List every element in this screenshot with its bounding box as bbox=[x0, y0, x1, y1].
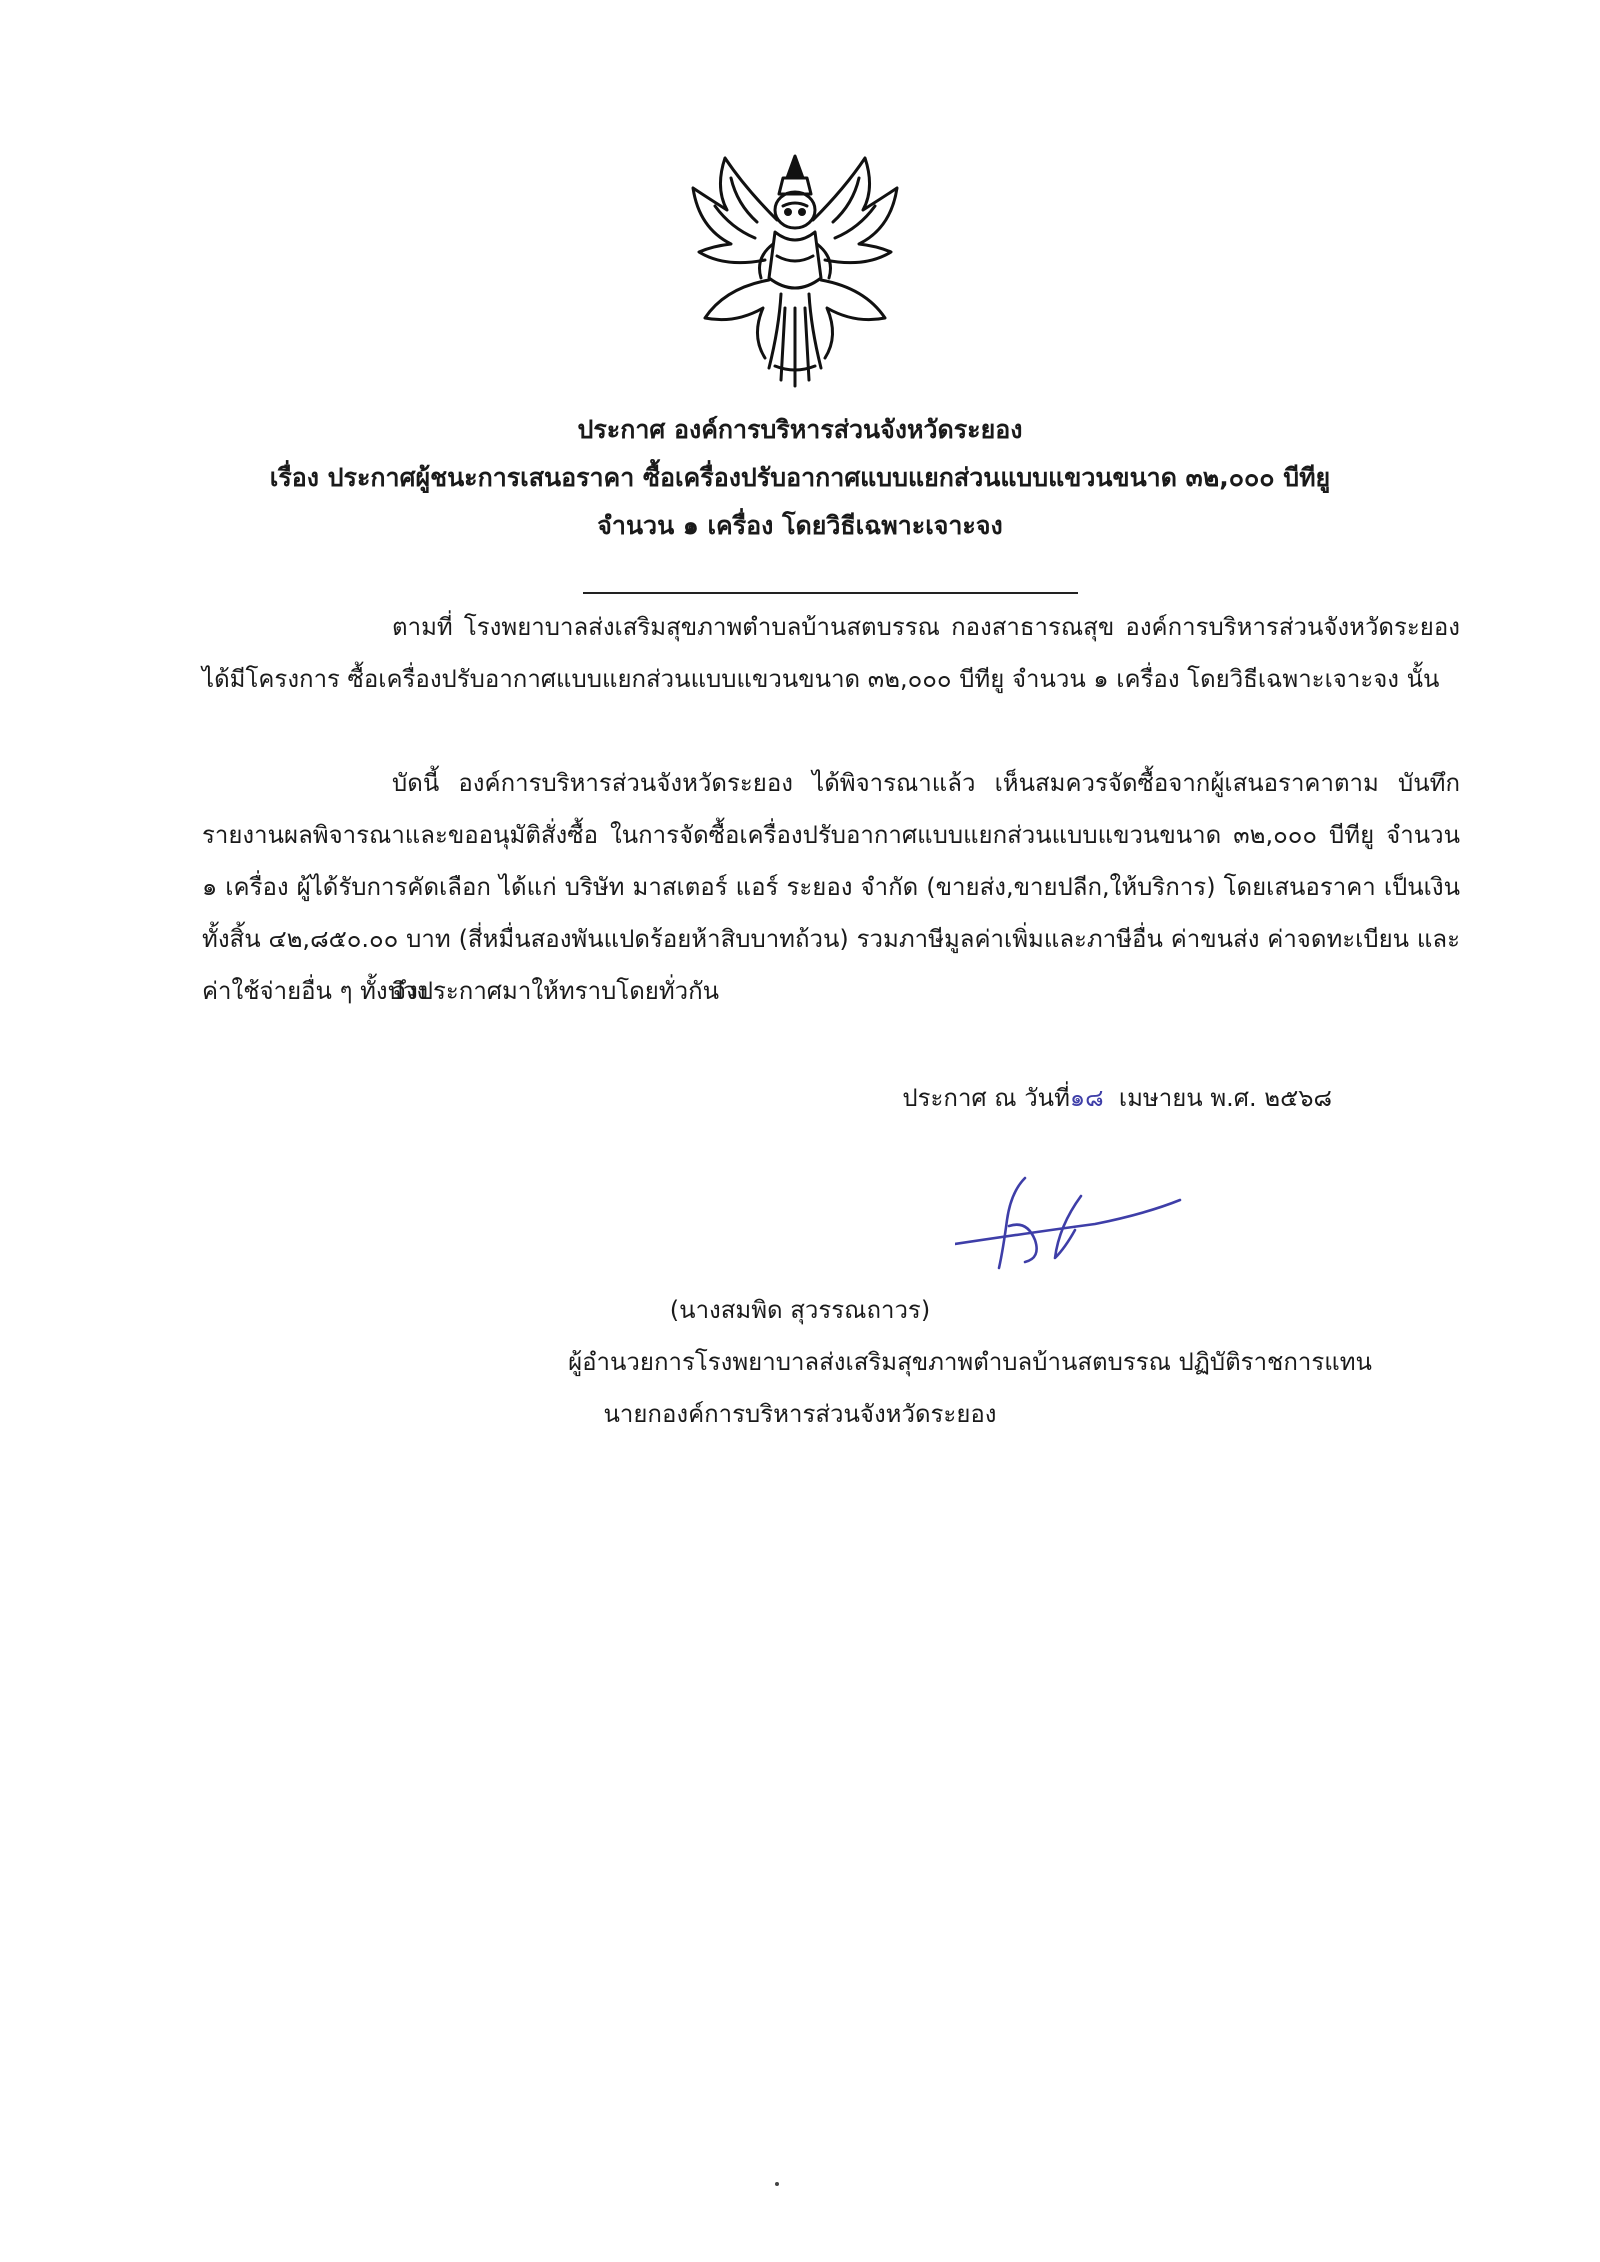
title-divider bbox=[583, 592, 1078, 594]
announcement-date bbox=[600, 1072, 1460, 1124]
paragraph-1-text: ตามที่ โรงพยาบาลส่งเสริมสุขภาพตำบลบ้านสตบรรณ กองสาธารณสุข องค์การบริหารส่วนจังหวัดระยอง ได้มีโครงการ ซื้อเครื่องปรับอากาศแบบแยกส่วนแบบแขวนขนาด ๓๒,๐๐๐ บีทียู จำนวน ๑ เครื่อง โดยวิธีเฉพาะเจาะจง นั้น bbox=[202, 613, 1460, 693]
announcement-subject: เรื่อง ประกาศผู้ชนะการเสนอราคา ซื้อเครื่องปรับอากาศแบบแยกส่วนแบบแขวนขนาด ๓๒,๐๐๐ บีทียู bbox=[269, 463, 1331, 492]
signatory-organization: นายกองค์การบริหารส่วนจังหวัดระยอง bbox=[603, 1400, 997, 1428]
body-paragraph-3 bbox=[202, 965, 1460, 1017]
garuda-emblem-icon bbox=[685, 148, 905, 388]
body-paragraph-1 bbox=[202, 601, 1460, 705]
signatory-name: (นางสมพิด สุวรรณถาวร) bbox=[669, 1296, 931, 1324]
scan-speck bbox=[775, 2182, 779, 2186]
paragraph-2-text: บัดนี้ องค์การบริหารส่วนจังหวัดระยอง ได้พิจารณาแล้ว เห็นสมควรจัดซื้อจากผู้เสนอราคาตาม บันทึกรายงานผลพิจารณาและขออนุมัติสั่งซื้อ ในการจัดซื้อเครื่องปรับอากาศแบบแยกส่วนแบบแขวนขนาด ๓๒,๐๐๐ บีทียู จำนวน ๑ เครื่อง ผู้ได้รับการคัดเลือก ได้แก่ บริษัท มาสเตอร์ แอร์ ระยอง จำกัด (ขายส่ง,ขายปลีก,ให้บริการ) โดยเสนอราคา เป็นเงินทั้งสิ้น ๔๒,๘๕๐.๐๐ บาท (สี่หมื่นสองพันแปดร้อยห้าสิบบาทถ้วน) รวมภาษีมูลค่าเพิ่มและภาษีอื่น ค่าขนส่ง ค่าจดทะเบียน และค่าใช้จ่ายอื่น ๆ ทั้งปวง bbox=[202, 769, 1460, 1005]
announcement-title: ประกาศ องค์การบริหารส่วนจังหวัดระยอง bbox=[577, 415, 1023, 444]
announcement-subject-continued: จำนวน ๑ เครื่อง โดยวิธีเฉพาะเจาะจง bbox=[597, 511, 1003, 540]
date-day: ๑๘ bbox=[1069, 1084, 1104, 1112]
date-month-year: เมษายน พ.ศ. ๒๕๖๘ bbox=[1118, 1084, 1332, 1112]
paragraph-3-text: จึงประกาศมาให้ทราบโดยทั่วกัน bbox=[392, 977, 720, 1005]
handwritten-signature bbox=[955, 1170, 1185, 1280]
date-prefix: ประกาศ ณ วันที่ bbox=[902, 1084, 1070, 1112]
signatory-position: ผู้อำนวยการโรงพยาบาลส่งเสริมสุขภาพตำบลบ้านสตบรรณ ปฏิบัติราชการแทน bbox=[568, 1348, 1372, 1376]
